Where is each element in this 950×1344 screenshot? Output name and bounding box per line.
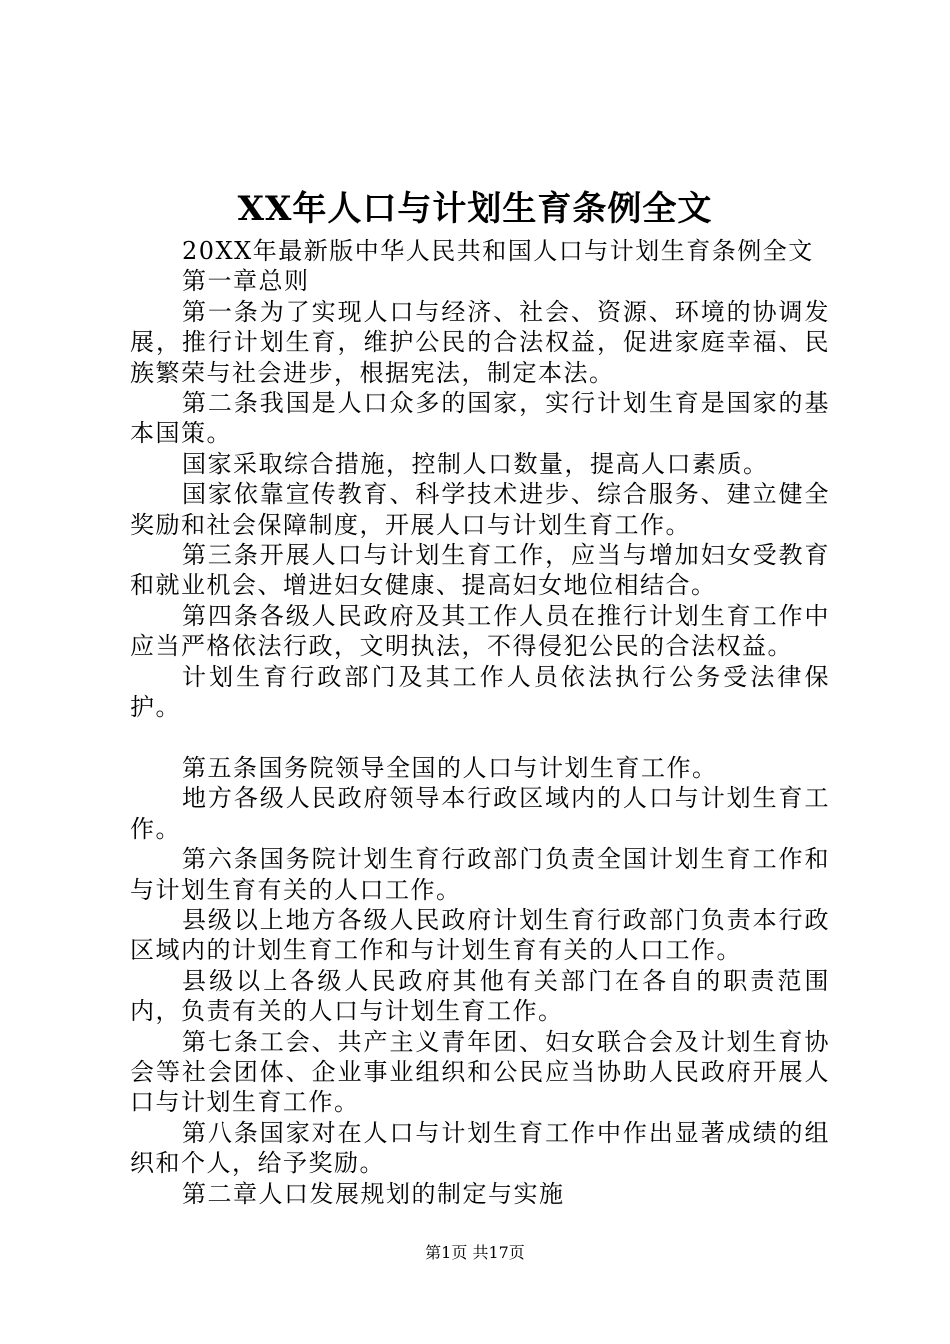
chapter-heading: 第一章总则 <box>182 267 310 296</box>
document-title: XX年人口与计划生育条例全文 <box>237 189 713 229</box>
page-footer: 第1页 共17页 <box>425 1243 525 1262</box>
paragraph: 第二条我国是人口众多的国家，实行计划生育是国家的基本国策。 <box>130 389 830 448</box>
paragraph: 县级以上地方各级人民政府计划生育行政部门负责本行政区域内的计划生育工作和与计划生育有关的人口工作。 <box>130 905 830 965</box>
blank-line <box>130 723 830 753</box>
paragraph: 20XX年最新版中华人民共和国人口与计划生育条例全文 <box>182 237 814 265</box>
paragraph: 第三条开展人口与计划生育工作，应当与增加妇女受教育和就业机会、增进妇女健康、提高妇女地位相结合。 <box>130 541 830 600</box>
paragraph: 第六条国务院计划生育行政部门负责全国计划生育工作和与计划生育有关的人口工作。 <box>130 845 830 904</box>
paragraph: 县级以上各级人民政府其他有关部门在各自的职责范围内，负责有关的人口与计划生育工作。 <box>130 966 830 1026</box>
paragraph: 国家依靠宣传教育、科学技术进步、综合服务、建立健全奖励和社会保障制度，开展人口与计划生育工作。 <box>130 480 830 539</box>
document-body <box>130 236 830 1209</box>
paragraph: 地方各级人民政府领导本行政区域内的人口与计划生育工作。 <box>130 784 830 843</box>
paragraph: 计划生育行政部门及其工作人员依法执行公务受法律保护。 <box>130 662 830 722</box>
chapter-heading: 第二章人口发展规划的制定与实施 <box>182 1179 565 1208</box>
paragraph: 国家采取综合措施，控制人口数量，提高人口素质。 <box>182 449 769 478</box>
paragraph: 第八条国家对在人口与计划生育工作中作出显著成绩的组织和个人，给予奖励。 <box>130 1118 830 1178</box>
paragraph: 第四条各级人民政府及其工作人员在推行计划生育工作中应当严格依法行政，文明执法，不得侵犯公民的合法权益。 <box>130 601 830 661</box>
paragraph: 第七条工会、共产主义青年团、妇女联合会及计划生育协会等社会团体、企业事业组织和公民应当协助人民政府开展人口与计划生育工作。 <box>130 1027 830 1117</box>
paragraph: 第五条国务院领导全国的人口与计划生育工作。 <box>182 753 718 782</box>
paragraph: 第一条为了实现人口与经济、社会、资源、环境的协调发展，推行计划生育，维护公民的合法权益，促进家庭幸福、民族繁荣与社会进步，根据宪法，制定本法。 <box>130 297 830 387</box>
